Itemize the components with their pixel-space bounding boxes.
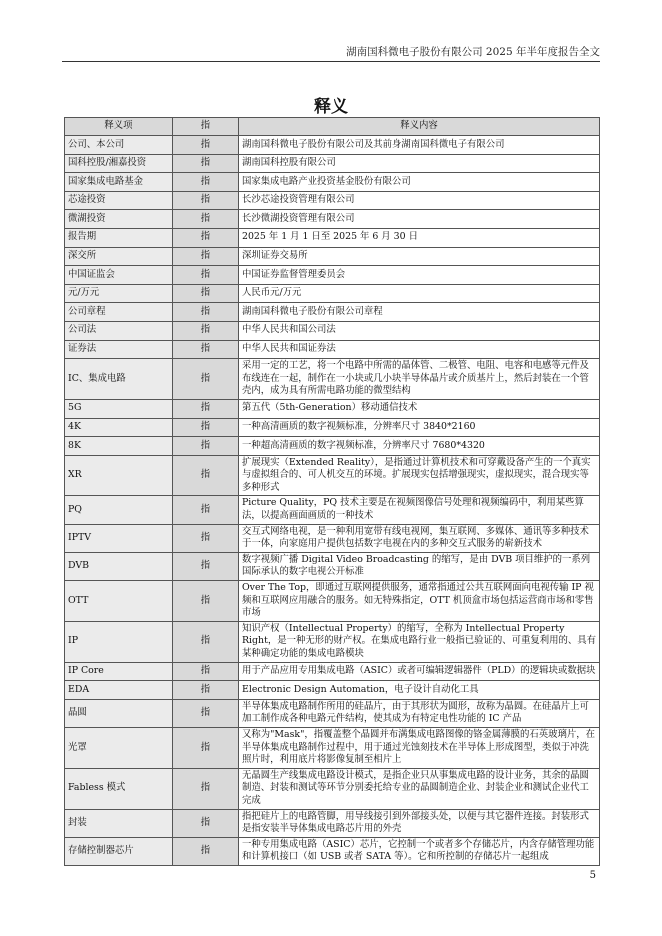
definition-cell: 数字视频广播 Digital Video Broadcasting 的缩写，是由 DVB 项目维护的一系列国际承认的数字电视公开标准 (239, 552, 600, 580)
refers-cell: 指 (173, 496, 239, 524)
definition-cell: 一种超高清画质的数字视频标准，分辨率尺寸 7680*4320 (239, 437, 600, 456)
refers-cell: 指 (173, 809, 239, 837)
definition-cell: 用于产品应用专用集成电路（ASIC）或者可编辑逻辑器件（PLD）的逻辑块或数据块 (239, 662, 600, 681)
table-row (65, 768, 600, 809)
refers-cell: 指 (173, 340, 239, 359)
table-row (65, 455, 600, 496)
column-header-definition: 释义内容 (239, 118, 600, 136)
table-row (65, 303, 600, 322)
definition-cell: 中华人民共和国证券法 (239, 340, 600, 359)
definition-cell: 中华人民共和国公司法 (239, 321, 600, 340)
refers-cell: 指 (173, 699, 239, 727)
page-header: 湖南国科微电子股份有限公司 2025 年半年度报告全文 (346, 46, 600, 58)
term-cell: DVB (65, 552, 173, 580)
term-cell: 光罩 (65, 727, 173, 768)
table-row (65, 552, 600, 580)
refers-cell: 指 (173, 621, 239, 662)
table-row (65, 437, 600, 456)
definition-cell: 湖南国科控股有限公司 (239, 154, 600, 173)
refers-cell: 指 (173, 321, 239, 340)
definition-cell: 国家集成电路产业投资基金股份有限公司 (239, 173, 600, 192)
term-cell: 4K (65, 418, 173, 437)
table-row (65, 837, 600, 865)
refers-cell: 指 (173, 284, 239, 303)
definition-cell: 交互式网络电视，是一种利用宽带有线电视网，集互联网、多媒体、通讯等多种技术于一体，向家庭用户提供包括数字电视在内的多种交互式服务的崭新技术 (239, 524, 600, 552)
definition-cell: 一种专用集成电路（ASIC）芯片，它控制一个或者多个存储芯片，内含存储管理功能和计算机接口（如 USB 或者 SATA 等）。它和所控制的存储芯片一起组成 (239, 837, 600, 865)
term-cell: 报告期 (65, 228, 173, 247)
table-row (65, 136, 600, 155)
term-cell: 国家集成电路基金 (65, 173, 173, 192)
term-cell: IC、集成电路 (65, 359, 173, 400)
term-cell: 公司法 (65, 321, 173, 340)
table-row (65, 496, 600, 524)
term-cell: 中国证监会 (65, 266, 173, 285)
header-divider (62, 61, 600, 62)
table-row (65, 399, 600, 418)
refers-cell: 指 (173, 266, 239, 285)
refers-cell: 指 (173, 662, 239, 681)
refers-cell: 指 (173, 173, 239, 192)
table-row (65, 681, 600, 700)
refers-cell: 指 (173, 681, 239, 700)
term-cell: 封装 (65, 809, 173, 837)
term-cell: EDA (65, 681, 173, 700)
definition-cell: 中国证券监督管理委员会 (239, 266, 600, 285)
refers-cell: 指 (173, 303, 239, 322)
term-cell: 公司章程 (65, 303, 173, 322)
definition-cell: 一种高清画质的数字视频标准，分辨率尺寸 3840*2160 (239, 418, 600, 437)
refers-cell: 指 (173, 399, 239, 418)
definition-cell: 长沙微湖投资管理有限公司 (239, 210, 600, 229)
definition-cell: 知识产权（Intellectual Property）的缩写，全称为 Intellectual Property Right，是一种无形的财产权。在集成电路行业一般指已验证的、可重复利用的、具有某种确定功能的集成电路模块 (239, 621, 600, 662)
definition-cell: 2025 年 1 月 1 日至 2025 年 6 月 30 日 (239, 228, 600, 247)
definition-cell: Over The Top，即通过互联网提供服务，通常指通过公共互联网面向电视传输 IP 视频和互联网应用融合的服务。如无特殊指定，OTT 机顶盒市场包括运营商市场和零售市场 (239, 581, 600, 622)
table-row (65, 621, 600, 662)
definition-cell: Picture Quality，PQ 技术主要是在视频图像信号处理和视频编码中，利用某些算法，以提高画面画质的一种技术 (239, 496, 600, 524)
definition-cell: 指把硅片上的电路管脚，用导线接引到外部接头处，以便与其它器件连接。封装形式是指安装半导体集成电路芯片用的外壳 (239, 809, 600, 837)
term-cell: 8K (65, 437, 173, 456)
table-row (65, 809, 600, 837)
definition-cell: 无晶圆生产线集成电路设计模式，是指企业只从事集成电路的设计业务，其余的晶圆制造、封装和测试等环节分别委托给专业的晶圆制造企业、封装企业和测试企业代工完成 (239, 768, 600, 809)
refers-cell: 指 (173, 768, 239, 809)
definition-cell: 湖南国科微电子股份有限公司及其前身湖南国科微电子有限公司 (239, 136, 600, 155)
table-row (65, 662, 600, 681)
column-header-refers: 指 (173, 118, 239, 136)
table-header-row (65, 118, 600, 136)
term-cell: PQ (65, 496, 173, 524)
term-cell: IP Core (65, 662, 173, 681)
definition-cell: 湖南国科微电子股份有限公司章程 (239, 303, 600, 322)
table-row (65, 266, 600, 285)
refers-cell: 指 (173, 837, 239, 865)
term-cell: 元/万元 (65, 284, 173, 303)
refers-cell: 指 (173, 524, 239, 552)
table-row (65, 418, 600, 437)
term-cell: 深交所 (65, 247, 173, 266)
refers-cell: 指 (173, 437, 239, 456)
term-cell: 5G (65, 399, 173, 418)
table-row (65, 524, 600, 552)
table-row (65, 247, 600, 266)
refers-cell: 指 (173, 552, 239, 580)
definition-cell: 半导体集成电路制作所用的硅晶片，由于其形状为圆形，故称为晶圆。在硅晶片上可加工制作成各种电路元件结构，使其成为有特定电性功能的 IC 产品 (239, 699, 600, 727)
refers-cell: 指 (173, 727, 239, 768)
table-row (65, 340, 600, 359)
column-header-term: 释义项 (65, 118, 173, 136)
term-cell: 证券法 (65, 340, 173, 359)
definition-cell: 又称为"Mask"，指覆盖整个晶圆并布满集成电路图像的铬金属薄膜的石英玻璃片，在半导体集成电路制作过程中，用于通过光蚀刻技术在半导体上形成图型，类似于冲洗照片时，利用底片将影像复制至相片上 (239, 727, 600, 768)
term-cell: 芯途投资 (65, 191, 173, 210)
term-cell: OTT (65, 581, 173, 622)
term-cell: 微湖投资 (65, 210, 173, 229)
definition-cell: 采用一定的工艺，将一个电路中所需的晶体管、二极管、电阻、电容和电感等元件及布线连在一起，制作在一小块或几小块半导体晶片或介质基片上，然后封装在一个管壳内，成为具有所需电路功能的微型结构 (239, 359, 600, 400)
table-row (65, 154, 600, 173)
term-cell: 公司、本公司 (65, 136, 173, 155)
table-row (65, 191, 600, 210)
definition-cell: 深圳证券交易所 (239, 247, 600, 266)
page-number: 5 (589, 870, 596, 881)
term-cell: Fabless 模式 (65, 768, 173, 809)
definition-cell: Electronic Design Automation，电子设计自动化工具 (239, 681, 600, 700)
definition-cell: 长沙芯途投资管理有限公司 (239, 191, 600, 210)
table-row (65, 321, 600, 340)
term-cell: 晶圆 (65, 699, 173, 727)
table-row (65, 228, 600, 247)
term-cell: IPTV (65, 524, 173, 552)
definition-cell: 扩展现实（Extended Reality），是指通过计算机技术和可穿戴设备产生的一个真实与虚拟组合的、可人机交互的环境。扩展现实包括增强现实，虚拟现实，混合现实等多种形式 (239, 455, 600, 496)
refers-cell: 指 (173, 247, 239, 266)
table-row (65, 173, 600, 192)
term-cell: 国科控股/湘嘉投资 (65, 154, 173, 173)
table-row (65, 210, 600, 229)
table-row (65, 727, 600, 768)
refers-cell: 指 (173, 455, 239, 496)
table-row (65, 284, 600, 303)
term-cell: 存储控制器芯片 (65, 837, 173, 865)
refers-cell: 指 (173, 581, 239, 622)
refers-cell: 指 (173, 228, 239, 247)
table-row (65, 699, 600, 727)
refers-cell: 指 (173, 154, 239, 173)
definition-cell: 第五代（5th-Generation）移动通信技术 (239, 399, 600, 418)
term-cell: IP (65, 621, 173, 662)
definition-cell: 人民币元/万元 (239, 284, 600, 303)
refers-cell: 指 (173, 210, 239, 229)
definitions-table (64, 117, 600, 866)
table-row (65, 359, 600, 400)
page-title: 释义 (314, 97, 348, 117)
refers-cell: 指 (173, 418, 239, 437)
table-row (65, 581, 600, 622)
refers-cell: 指 (173, 359, 239, 400)
term-cell: XR (65, 455, 173, 496)
refers-cell: 指 (173, 191, 239, 210)
refers-cell: 指 (173, 136, 239, 155)
